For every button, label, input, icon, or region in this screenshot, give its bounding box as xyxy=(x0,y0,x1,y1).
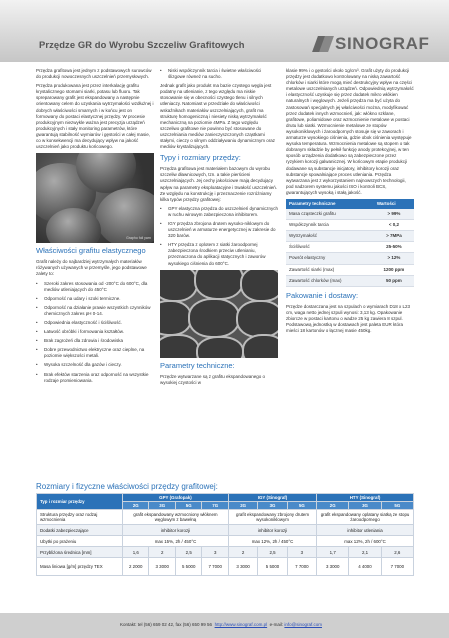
list-item: • Niski współczynnik tarcia i świetne właściwości ślizgowe równeż na sucho. xyxy=(160,68,278,80)
table-cell: 3 xyxy=(287,547,316,558)
list-item-gpy: • GPY elastyczna przędza do uszczelnień dynamicznych w ruchu wirowym zabezpieczona inhibitorem. xyxy=(160,206,278,218)
row-label: Ubytki po prażeniu xyxy=(37,536,123,547)
footer-band xyxy=(0,613,449,638)
section-title-properties: Właściwości grafitu elastycznego xyxy=(36,246,146,256)
table-row xyxy=(286,220,414,231)
intro-paragraph-1: Przędza grafitowa jest jednym z podstawowych surowców do produkcji nowoczesnych uszczelnień przemysłowych. xyxy=(36,68,152,80)
table-row xyxy=(37,525,414,536)
size-header: 3G xyxy=(349,502,381,510)
column-2 xyxy=(160,68,278,389)
table-cell: max 12%, 2h / 600°C xyxy=(317,536,414,547)
table-cell: inhibitor korozji xyxy=(228,525,316,536)
param-value: < 0,2 xyxy=(374,220,414,231)
column-1 xyxy=(36,68,154,387)
table-cell: 3 3000 xyxy=(149,558,175,576)
list-item: • Łatwość obróbki i formowania kształtów. xyxy=(36,329,154,335)
sinograf-logo xyxy=(313,34,430,54)
column-3 xyxy=(286,68,414,337)
row-label: Przybliżona średnica [mm] xyxy=(37,547,123,558)
intro-paragraph-2: Przędza produkowana jest przez interkalację grafitu krystalicznego stomami siarki, potasu lub fluoru. Tak spreparowany grafit jest ekspandowany a następnie orientowany celem do uzyskania wytrzymałości wzdłużnej i dobrych właściwości smarnych i w końcu jest on formowany do postaci elastycznej przędzy. W procesie produkcyjnym niezwykle ważna jest precyzja urządzeń produkcyjnych i stały monitoring parametrów, które gwarantują stabilność wymiarów i gęstości w całej masie, co w konsekwencji ma decydujący wpływ na jakość uszczelnień jako produktu końcowego. xyxy=(36,83,154,150)
website-link[interactable]: http://www.sinograf.com.pl xyxy=(214,622,268,627)
section-title-packaging: Pakowanie i dostawy: xyxy=(286,290,359,300)
table-cell: 4 4000 xyxy=(349,558,381,576)
table-row xyxy=(37,558,414,576)
param-label: Współczynnik tarcia xyxy=(286,220,374,231)
param-value: > 7MPa xyxy=(374,231,414,242)
param-label: Zawartość chlorków (max) xyxy=(286,275,374,286)
logo-mark-icon xyxy=(313,35,333,53)
types-paragraph: Przędza grafitowa jest materiałem bazowym do wyrobu szczeliw dławnicowych, tzn. a takie pierścieni uszczelniających. Jej cechy jakościowe mają decydujący wpływ na parametry eksploatacyjne i trwałość uszczelnień. Ze względu na konstrukcję i przeznaczenie rozróżniamy kilka typów przędzy grafitowej: xyxy=(160,166,278,202)
table-header: Wartości xyxy=(374,199,414,209)
properties-intro: Grafit należy do najbardziej wytrzymałych materiałów różywanych używanych w przemyśle, jego podstawowe zalety to: xyxy=(36,259,147,277)
footer-contact xyxy=(120,622,322,627)
table-row xyxy=(37,547,414,558)
list-item-igy: • IGY przędza zbrojona drutem wysoko-niklowym do uszczelnień w armaturze energetycznej w zakresie do 320 barów. xyxy=(160,221,278,239)
group-header-igy: IGY (Sinograf) xyxy=(228,494,316,502)
size-header: 5G xyxy=(287,502,316,510)
oxidation-paragraph: Jednak grafit jako produkt ma bazie czystego węgla jest podatny na utlenianie, z tego względu ma niskie stosowanie się w obecności czystego tlenu i silnych utleniaczy. Natomiast w przedziałe do właściwości wskaźnikach materiałów uszczelniających, grafit ma strukturę homogeniczną i niesiety niską wytrzymałość mechaniczną na poziomie 4MPa. Z tego względu szczeliwo grafitowe nie powinno być stosowane do uszczelniania mediów zanieczyszczonych cząstkami stałymi, cieczy o silnym oddziaływaniu dynamicznym oraz mediów krystalizujących. xyxy=(160,83,276,150)
table-header: Parametry techniczne xyxy=(286,199,374,209)
table-row xyxy=(286,264,414,275)
table-cell: 5 5000 xyxy=(175,558,201,576)
table-cell: 2 xyxy=(228,547,257,558)
table-row xyxy=(286,209,414,220)
size-header: 3G xyxy=(149,502,175,510)
param-value: > 12% xyxy=(374,253,414,264)
graphite-foam-image xyxy=(160,270,278,358)
sizes-table-title: Rozmiary i fizyczne właściwości przędzy grafitowej: xyxy=(36,482,218,491)
size-header: 7G xyxy=(202,502,229,510)
table-row xyxy=(286,275,414,286)
table-cell: 2,5 xyxy=(175,547,201,558)
param-label: Wytrzymałość xyxy=(286,231,374,242)
param-label: Masa cząsteczki grafitu xyxy=(286,209,374,220)
table-cell: max 15%, 2h / 450°C xyxy=(123,536,229,547)
list-item: • Odporność na działanie prawie wszystkich czynników chemicznych zakres pH 0-14. xyxy=(36,305,154,317)
table-row xyxy=(286,253,414,264)
email-label: e-mail: xyxy=(269,622,284,627)
table-row xyxy=(37,510,414,525)
table-cell: 5 5000 xyxy=(258,558,287,576)
table-cell: grafit ekspandowany zbrojony drutem wysokoniklowym xyxy=(228,510,316,525)
table-cell: 1,6 xyxy=(123,547,149,558)
table-cell: 3 3000 xyxy=(317,558,349,576)
production-paragraph: klasie 99% i o gęstości około 1g/cm³. Grafit użyty do produkcji przędzy jest dodatkowo kontrolowany na niską zawartość chlorków i siarki które mogą mieć destrukcyjny wpływ na części metalowe uszczelnianych urządzeń. Odpowiednią wytrzymałość i elastyczność uzyskuje się przez dodatek mikro włókien naturalnych i węglowych. Jeżeli przędza ma być użyta do zastosowań specjalnych jej właściwości można, modyfikować przez dodatek innych wzmocnień, jak: włókno szklane, grafitowe, poliamidowe oraz wzmocnienie metalowe w postaci drutu lub siatki. Wzmocnienie metalowe ze stopów wysokoniklowych i żaroodpornych stosuje się w zaworach i armaturze wysokiego ciśnienia, gdzie obok ciśnienia występuje wysoka temperatura. Wzmocnienia metalowe są stopem o tak dobranym składzie by pełnił funkcję anody protekcyjnej, w ten sposób urządzenia dodatkowo są zabezpieczone przez ryzykiem korozji galwanicznej. W końcowym etapie produkcji dodawane są substancje inicjatory, inhibitory korozji oraz substancje spowalniające proces utleniania. Przędza wytwarzana jest z wykorzystaniem najnowszych technologii, pod nadzorem systemu jakości ISO i kontroli BCS, gwarantujących wysoką i stałą jakość. xyxy=(286,68,414,195)
table-cell: 3 xyxy=(202,547,229,558)
list-item: • Szeroki zakres stosowania od -200°C do 600°C, dla mediów utleniających do 450°C xyxy=(36,281,154,293)
table-row xyxy=(286,231,414,242)
table-cell: 2 xyxy=(149,547,175,558)
list-item: • Odporność na udary i szoki termiczne. xyxy=(36,296,154,302)
table-cell: grafit ekspandowany oplatany siatką ze stopu żaroodpornego xyxy=(317,510,414,525)
size-header: 3G xyxy=(258,502,287,510)
list-item-hty: • HTY przędza z oplotem z siatki żaroodpornej zabezpieczona środkiem przeciw utlenianiu, przeznaczona do aplikacji statycznych i zaworów wysokiego ciśnienia do 600°C. xyxy=(160,242,278,266)
table-cell: 3 3000 xyxy=(228,558,257,576)
list-item: • Odpowiednia elastyczność i ściśliwość. xyxy=(36,320,154,326)
table-cell: 7 7000 xyxy=(287,558,316,576)
page-title: Przędze GR do Wyrobu Szczeliw Grafitowych xyxy=(39,39,245,50)
param-label: Zawartość siarki (max) xyxy=(286,264,374,275)
section-title-technical: Parametry techniczne: xyxy=(160,360,235,370)
table-cell: 2,1 xyxy=(349,547,381,558)
table-cell: 7 7000 xyxy=(202,558,229,576)
size-header: 5G xyxy=(381,502,413,510)
list-item: • Wysoka szczelność dla gazów i cieczy. xyxy=(36,362,154,368)
table-cell: 2 2000 xyxy=(123,558,149,576)
param-value: 1200 ppm xyxy=(374,264,414,275)
technical-paragraph: Przędze wytwarzane są z grafitu ekspandowanego o wysokiej czystości w xyxy=(160,373,266,385)
table-cell: inhibitor korozji xyxy=(123,525,229,536)
packaging-paragraph: Przędze dostarczana jest na szpulach o wymiarach D18 x L23 cm, waga netto jednej szpuli wynosi: 3,13 kg. Opakowanie zbiorcze w postaci kartonu o wadze 25 kg zawiera 8 szpul. Podstawową jednostką w dostawach jest paleta EUR która mieści 18 kartonów o łącznej masie 450kg. xyxy=(286,303,411,334)
param-value: > 99% xyxy=(374,209,414,220)
group-header-hty: HTY (Sinograf) xyxy=(317,494,414,502)
sizes-properties-table xyxy=(36,493,414,576)
table-row xyxy=(286,242,414,253)
graphite-yarn-image xyxy=(36,153,154,243)
size-header: 2G xyxy=(228,502,257,510)
header-band xyxy=(0,0,449,62)
table-cell: 7 7000 xyxy=(381,558,413,576)
image-caption: Grapho foil yarn xyxy=(126,236,151,241)
param-label: Ściśliwość xyxy=(286,242,374,253)
contact-phone-fax: Kontakt: tel (56) 659 02 42, fax (56) 650 99 56 xyxy=(120,622,213,627)
list-item: • Brak efektów starzenia oraz odporność na wszystkie rodzaje promieniowania. xyxy=(36,372,154,384)
param-value: 25-50% xyxy=(374,242,414,253)
logo-text: SINOGRAF xyxy=(335,34,430,53)
table-cell: 2,5 xyxy=(258,547,287,558)
row-label: Dodatki zabezpieczające xyxy=(37,525,123,536)
param-label: Powrót elastyczny xyxy=(286,253,374,264)
technical-parameters-table xyxy=(286,199,414,287)
table-cell: inhibitor utleniania xyxy=(317,525,414,536)
table-cell: grafit ekspandowany wzmocniony włóknem węglowym z bawełną xyxy=(123,510,229,525)
section-title-types: Typy i rozmiary przędzy: xyxy=(160,153,241,163)
row-label: Masa liniowa [g/m] przędzy TEX xyxy=(37,558,123,576)
size-header: 5G xyxy=(175,502,201,510)
list-item: • Dobre przewodnictwo elektryczne oraz cieplne, na poziomie większości metali. xyxy=(36,347,154,359)
table-cell: 1,7 xyxy=(317,547,349,558)
param-value: 50 ppm xyxy=(374,275,414,286)
size-header: 2G xyxy=(123,502,149,510)
row-label: Struktura przędzy oraz rodzaj wzmocnienia xyxy=(37,510,123,525)
table-cell: max 12%, 2h / 450°C xyxy=(228,536,316,547)
list-item: • Brak zagrożeń dla zdrowia i środowiska xyxy=(36,338,154,344)
group-header-gpy: GPY (Grafopak) xyxy=(123,494,229,502)
table-cell: 2,6 xyxy=(381,547,413,558)
email-link[interactable]: info@sinograf.com xyxy=(284,622,322,627)
corner-header: Typ i rozmiar przędzy xyxy=(37,494,123,510)
table-row xyxy=(37,536,414,547)
size-header: 2G xyxy=(317,502,349,510)
